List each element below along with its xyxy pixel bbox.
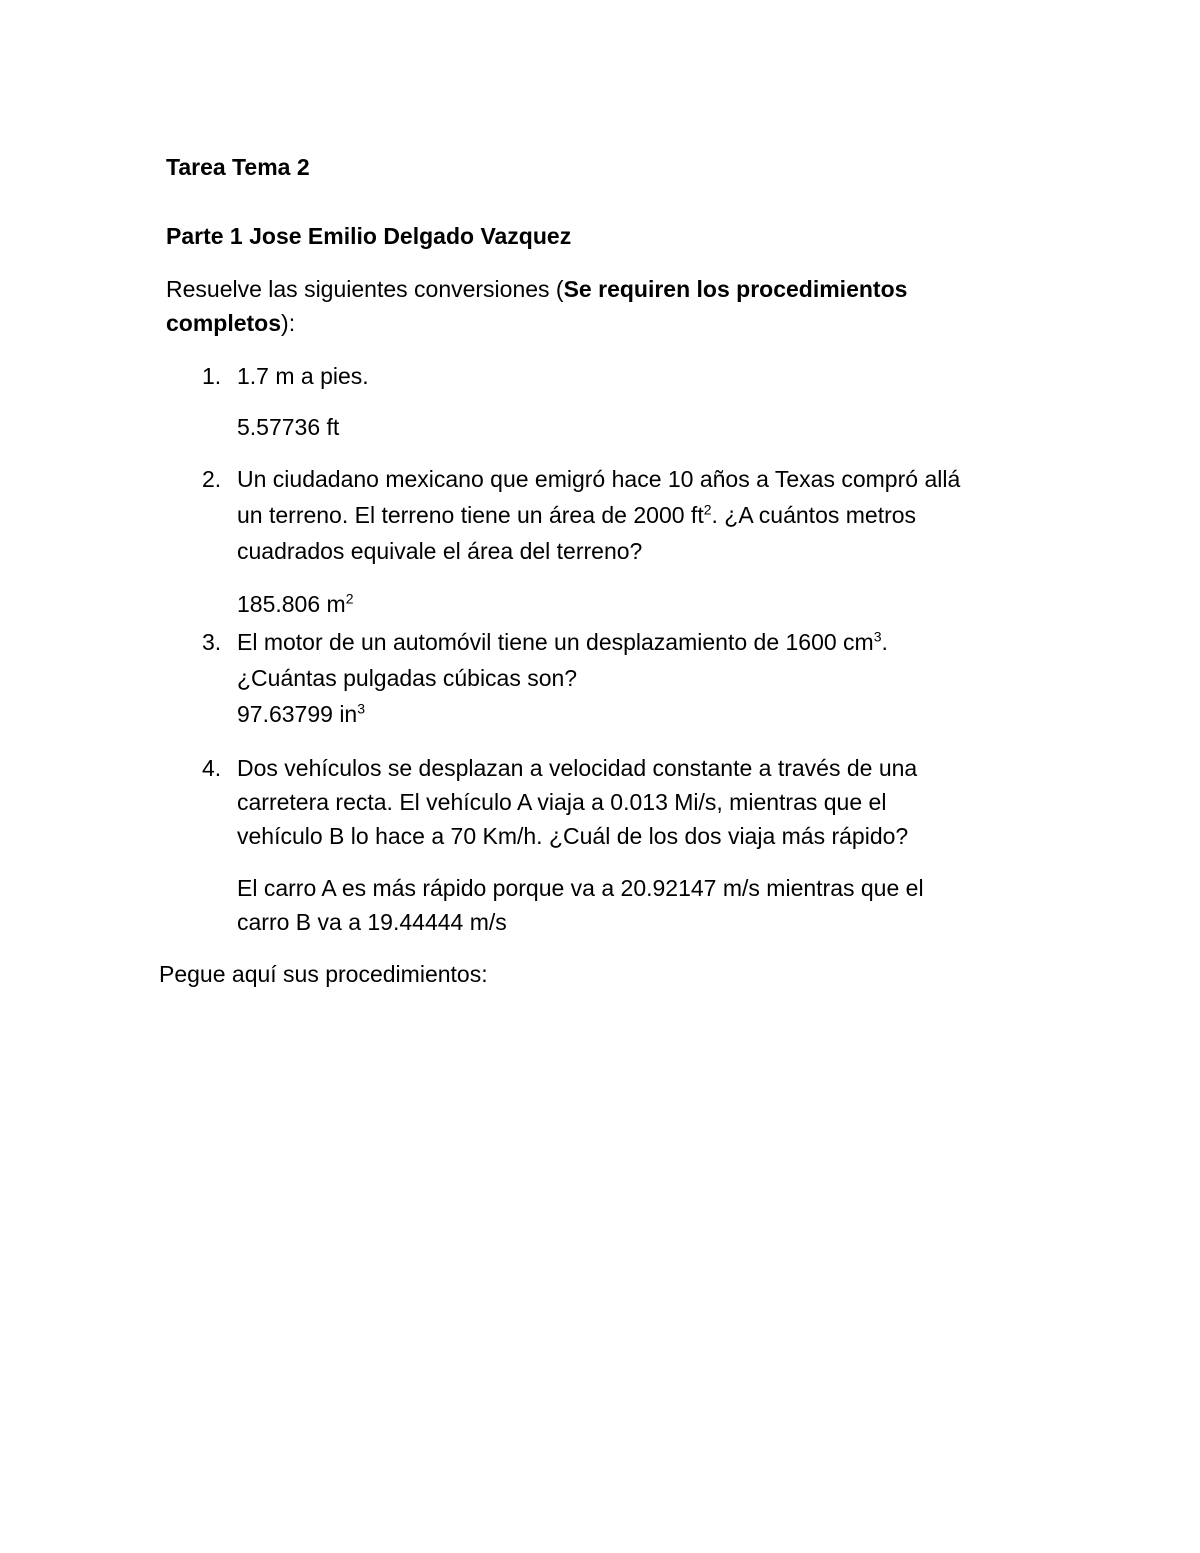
item-2-answer: [237, 590, 354, 618]
item-3-question-line-1-text: El motor de un automóvil tiene un desplazamiento de 1600 cm: [237, 629, 874, 655]
item-1-question: 1.7 m a pies.: [237, 363, 369, 389]
item-3-question-line-1: [237, 628, 888, 656]
instructions-lead: Resuelve las siguientes conversiones (: [166, 276, 564, 302]
item-2-question-line-2-text: un terreno. El terreno tiene un área de 2000 ft: [237, 502, 704, 528]
instructions-line-1: [166, 275, 907, 303]
document-subtitle: Parte 1 Jose Emilio Delgado Vazquez: [166, 223, 572, 249]
item-4-number: 4.: [202, 755, 222, 781]
item-3-answer: [237, 700, 365, 728]
item-1-answer: 5.57736 ft: [237, 414, 340, 440]
document-title: Tarea Tema 2: [166, 154, 310, 180]
instructions-bold-2: completos: [166, 310, 282, 336]
item-4-question-line-2: carretera recta. El vehículo A viaja a 0.013 Mi/s, mientras que el: [237, 789, 887, 815]
item-2-number: 2.: [202, 466, 222, 492]
item-3-number: 3.: [202, 629, 222, 655]
instructions-bold-1: Se requiren los procedimientos: [563, 276, 908, 302]
item-3-question-line-1-tail: .: [881, 629, 888, 655]
item-4-question-line-1: Dos vehículos se desplazan a velocidad constante a través de una: [237, 755, 918, 781]
item-2-answer-superscript: 2: [345, 590, 354, 607]
item-2-question-line-2: [237, 501, 916, 529]
item-3-question-line-2: ¿Cuántas pulgadas cúbicas son?: [237, 665, 578, 691]
item-4-answer-line-1: El carro A es más rápido porque va a 20.92147 m/s mientras que el: [237, 875, 924, 901]
item-2-question-line-2-tail: . ¿A cuántos metros: [711, 502, 917, 528]
item-2-question-line-3: cuadrados equivale el área del terreno?: [237, 538, 643, 564]
item-4-answer-line-2: carro B va a 19.44444 m/s: [237, 909, 507, 935]
item-2-question-line-1: Un ciudadano mexicano que emigró hace 10 años a Texas compró allá: [237, 466, 961, 492]
item-3-answer-text: 97.63799 in: [237, 701, 358, 727]
item-1-number: 1.: [202, 363, 222, 389]
instructions-tail: ):: [281, 310, 296, 336]
item-3-superscript: 3: [873, 628, 882, 645]
procedures-label: Pegue aquí sus procedimientos:: [159, 961, 488, 987]
instructions-line-2: [166, 309, 295, 337]
item-4-question-line-3: vehículo B lo hace a 70 Km/h. ¿Cuál de los dos viaja más rápido?: [237, 823, 909, 849]
item-2-answer-text: 185.806 m: [237, 591, 346, 617]
item-3-answer-superscript: 3: [357, 700, 366, 717]
item-2-superscript: 2: [703, 501, 712, 518]
